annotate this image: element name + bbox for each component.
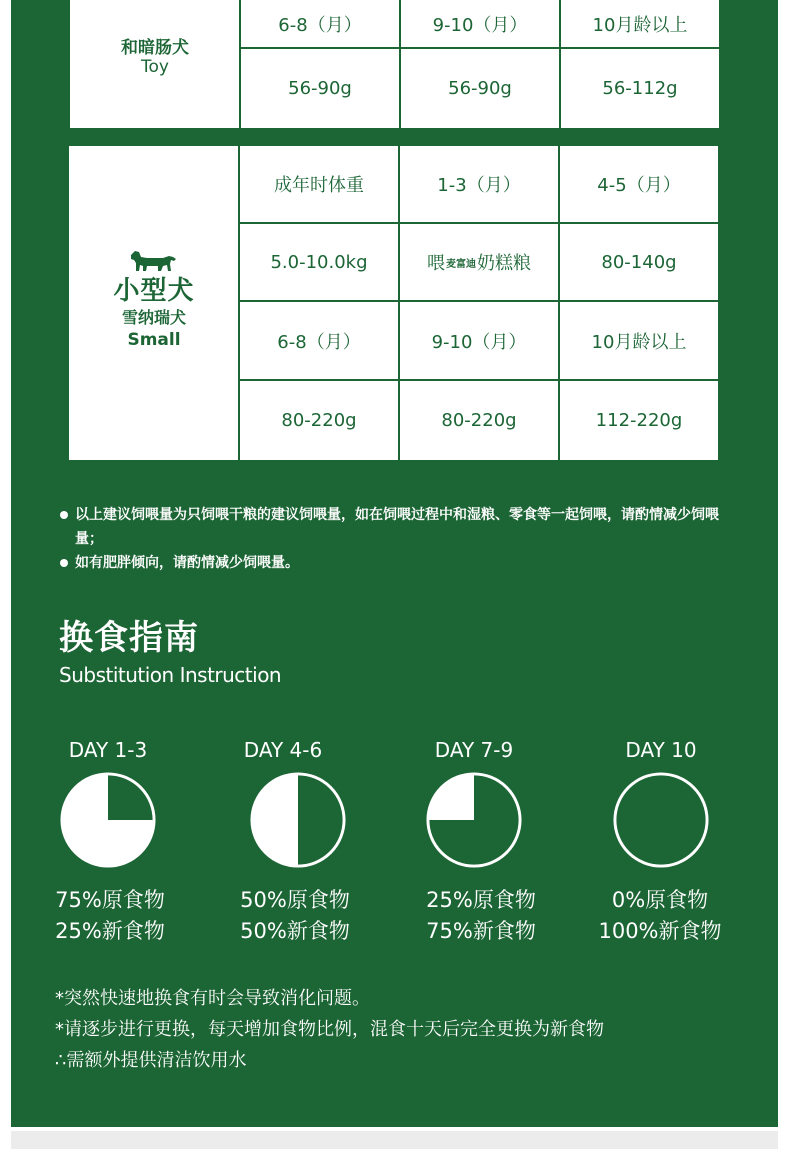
old-food-ratio: 0%原食物 (611, 888, 709, 912)
table-cell: 4-5（月） (597, 175, 681, 196)
stage-day-label: DAY 10 (625, 738, 697, 762)
stage-day-label: DAY 7-9 (434, 738, 514, 762)
stage-ratio-text (205, 885, 385, 947)
feeding-table-small (69, 146, 718, 460)
table-cell: 9-10（月） (432, 14, 528, 36)
new-food-ratio: 50%新食物 (240, 919, 350, 943)
table-cell: 1-3（月） (437, 175, 521, 196)
stage-ratio-text (20, 885, 200, 947)
table-cell: 80-220g (281, 410, 357, 431)
table-cell: 9-10（月） (431, 331, 527, 353)
footnote: ∴需额外提供清洁饮用水 (55, 1050, 247, 1071)
breed-label-small (69, 146, 239, 460)
breed-name-en: Toy (141, 56, 169, 77)
brand-logo-text: 麦富迪 (446, 258, 476, 270)
bullet-icon (60, 511, 68, 519)
table-cell: 80-220g (441, 410, 517, 431)
new-food-ratio: 100%新食物 (598, 919, 722, 943)
table-cell: 56-90g (448, 78, 512, 99)
old-food-ratio: 50%原食物 (240, 888, 350, 912)
table-cell: 56-90g (288, 78, 352, 99)
stage-ratio-text (570, 885, 750, 947)
food-suffix: 奶糕粮 (477, 253, 531, 274)
bullet-icon (60, 559, 68, 567)
table-cell: 56-112g (602, 78, 678, 99)
breed-label-toy (70, 0, 240, 128)
food-type-cell (400, 224, 558, 300)
table-cell: 112-220g (595, 410, 683, 431)
table-cell: 10月龄以上 (591, 331, 687, 353)
pie-new-food-slice (298, 774, 344, 866)
guide-subtitle: Substitution Instruction (59, 663, 282, 687)
breed-name-en: Small (127, 330, 181, 350)
guide-title: 换食指南 (59, 618, 199, 658)
new-food-ratio: 25%新食物 (55, 919, 165, 943)
footnotes (55, 983, 604, 1076)
table-cell: 5.0-10.0kg (270, 251, 368, 273)
stage-day-label: DAY 4-6 (243, 738, 323, 762)
old-food-ratio: 25%原食物 (426, 888, 536, 912)
ratio-pie-2 (249, 771, 347, 869)
footer-strip (11, 1131, 778, 1149)
table-cell: 成年时体重 (274, 175, 364, 196)
ratio-pie-4 (612, 771, 710, 869)
stage-day-label: DAY 1-3 (68, 738, 148, 762)
size-label: 小型犬 (113, 276, 195, 306)
footnote: *请逐步进行更换，每天增加食物比例，混食十天后完全更换为新食物 (55, 1019, 604, 1040)
feeding-notes (58, 503, 728, 575)
table-cell: 6-8（月） (277, 331, 361, 353)
breed-name-cn: 雪纳瑞犬 (121, 308, 186, 327)
table-cell: 6-8（月） (278, 14, 362, 36)
old-food-ratio: 75%原食物 (55, 888, 165, 912)
feeding-table-toy (70, 0, 719, 128)
dachshund-icon (129, 249, 179, 275)
ratio-pie-3 (425, 771, 523, 869)
note-item: 如有肥胖倾向，请酌情减少饲喂量。 (58, 551, 728, 575)
stage-ratio-text (391, 885, 571, 947)
ratio-pie-1 (59, 771, 157, 869)
note-item: 以上建议饲喂量为只饲喂干粮的建议饲喂量，如在饲喂过程中和湿粮、零食等一起饲喂，请酌情减少饲喂量； (58, 503, 728, 551)
footnote: *突然快速地换食有时会导致消化问题。 (55, 988, 370, 1009)
new-food-ratio: 75%新食物 (426, 919, 536, 943)
breed-name-cn: 和暗肠犬 (121, 37, 189, 58)
table-cell: 80-140g (601, 251, 677, 273)
table-cell: 10月龄以上 (592, 14, 688, 36)
food-prefix: 喂 (427, 253, 445, 274)
